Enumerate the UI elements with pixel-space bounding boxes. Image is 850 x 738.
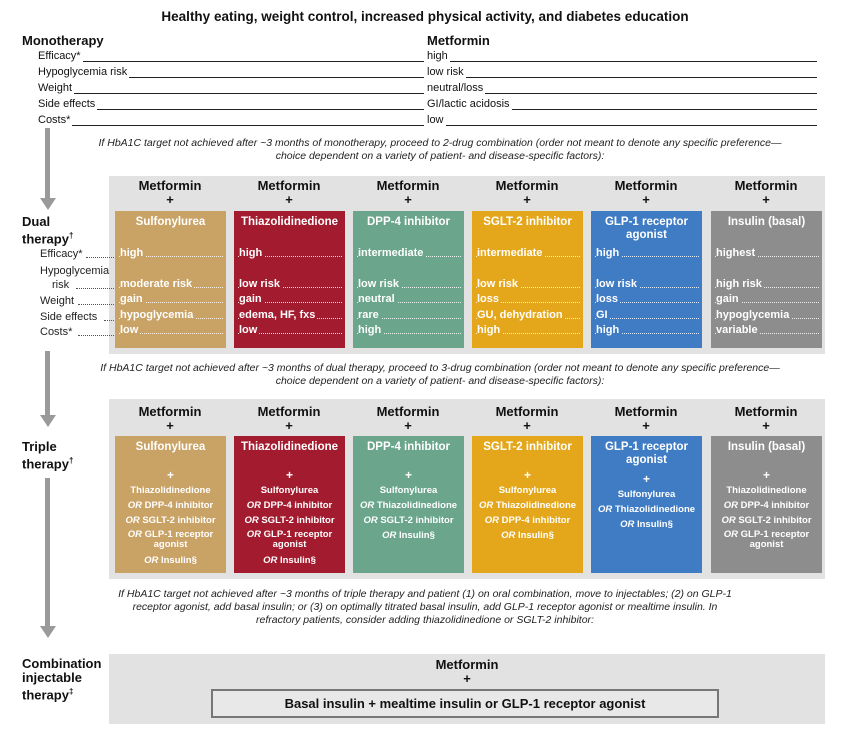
drug-name: Insulin (basal)	[727, 216, 806, 228]
dual-metformin-plus	[707, 179, 825, 207]
triple-therapy-label: Triple therapy†	[22, 439, 74, 472]
drug-name: Thiazolidinedione	[240, 216, 339, 228]
cell-value: high	[358, 324, 382, 336]
monotherapy-row-value: high	[427, 50, 448, 62]
plus-sign: +	[166, 418, 174, 433]
option-item: OR DPP-4 inhibitor	[127, 500, 214, 511]
flow-arrowhead-1	[40, 198, 56, 210]
option-item: OR Insulin§	[144, 555, 197, 566]
dual-cell-costs	[234, 324, 345, 338]
metformin-label: Metformin	[495, 178, 559, 193]
metformin-label: Metformin	[495, 404, 559, 419]
dual-parameter-label: Efficacy*	[40, 248, 83, 260]
monotherapy-row	[38, 50, 818, 65]
dual-drug-dpp4	[353, 211, 464, 348]
drug-name: Insulin (basal)	[727, 441, 806, 453]
leader-line	[427, 77, 817, 78]
cell-value: moderate risk	[120, 278, 193, 290]
dual-cell-efficacy	[353, 247, 464, 261]
drug-name: GLP-1 receptor agonist	[604, 441, 689, 466]
dual-cell-costs	[353, 324, 464, 338]
cell-value: loss	[596, 293, 619, 305]
monotherapy-row	[38, 114, 818, 129]
cell-value: GU, dehydration	[477, 309, 563, 321]
dual-drug-sglt2	[472, 211, 583, 348]
dotted-leader	[86, 257, 114, 258]
drug-name: SGLT-2 inhibitor	[483, 216, 572, 228]
triple-options	[353, 468, 464, 543]
cell-value: low risk	[596, 278, 637, 290]
dual-cell-efficacy	[472, 247, 583, 261]
dual-cell-hypo	[115, 278, 226, 292]
monotherapy-row	[38, 66, 818, 81]
cell-value: high	[477, 324, 501, 336]
dual-cell-hypo	[591, 278, 702, 292]
metformin-label: Metformin	[734, 178, 798, 193]
dual-drug-insulin	[711, 211, 822, 348]
leader-line	[427, 93, 817, 94]
plus-sign: +	[166, 192, 174, 207]
dual-cell-weight	[711, 293, 822, 307]
plus-sign: +	[285, 418, 293, 433]
leader-line	[427, 125, 817, 126]
monotherapy-row-label: Weight	[38, 82, 73, 94]
metformin-label: Metformin	[376, 178, 440, 193]
dual-cell-costs	[591, 324, 702, 338]
cell-value: variable	[716, 324, 758, 336]
plus-sign: +	[523, 468, 531, 482]
monotherapy-row-value: low risk	[427, 66, 464, 78]
dual-parameter-label: Hypoglycemia	[40, 265, 110, 277]
cell-value: gain	[120, 293, 143, 305]
monotherapy-row-value: GI/lactic acidosis	[427, 98, 510, 110]
dual-parameter-label: Side effects	[40, 311, 98, 323]
triple-drug-insulin	[711, 436, 822, 573]
option-item: OR SGLT-2 inhibitor	[244, 515, 335, 526]
dual-cell-weight	[591, 293, 702, 307]
dual-metformin-plus	[468, 179, 586, 207]
triple-options	[591, 472, 702, 532]
flow-arrow-3	[45, 478, 50, 628]
option-item: OR Insulin§	[620, 519, 673, 530]
dual-cell-side	[472, 309, 583, 323]
flow-arrow-2	[45, 351, 50, 417]
monotherapy-row-value: low	[427, 114, 444, 126]
note-after-triple-therapy: If HbA1C target not achieved after ~3 months of triple therapy and patient (1) on oral combination, move to injectables; (2) on GLP-1 receptor agonist, add basal insulin; or (3) on optimally titrated basal insulin, add GLP-1 receptor agonist or mealtime insulin. In refractory patients, consider adding thiazolidinedione or SGLT-2 inhibitor:	[118, 588, 732, 626]
dual-cell-side	[234, 309, 345, 323]
combination-therapy-label: Combination injectable therapy‡	[22, 656, 102, 703]
drug-name: DPP-4 inhibitor	[366, 216, 451, 228]
dotted-leader	[595, 318, 699, 319]
dotted-leader	[78, 335, 114, 336]
dotted-leader	[76, 288, 114, 289]
plus-sign: +	[404, 468, 412, 482]
drug-name: DPP-4 inhibitor	[366, 441, 451, 453]
dual-cell-efficacy	[115, 247, 226, 261]
cell-value: low risk	[477, 278, 518, 290]
option-item: OR Insulin§	[501, 530, 554, 541]
dual-cell-weight	[353, 293, 464, 307]
option-item: OR SGLT-2 inhibitor	[721, 515, 812, 526]
plus-sign: +	[762, 192, 770, 207]
combination-regimen-box: Basal insulin + mealtime insulin or GLP-1 receptor agonist	[211, 689, 719, 718]
plus-sign: +	[285, 468, 293, 482]
plus-sign: +	[642, 418, 650, 433]
dual-cell-costs	[472, 324, 583, 338]
option-item: OR GLP-1 receptor agonist	[127, 529, 214, 550]
option-item: OR DPP-4 inhibitor	[246, 500, 333, 511]
dual-cell-hypo	[472, 278, 583, 292]
cell-value: high risk	[716, 278, 762, 290]
metformin-label: Metformin	[614, 178, 678, 193]
option-item: Sulfonylurea	[260, 485, 319, 496]
option-item: Sulfonylurea	[617, 489, 676, 500]
triple-metformin-plus	[468, 405, 586, 433]
cell-value: rare	[358, 309, 379, 321]
combination-metformin: Metformin +	[435, 657, 499, 686]
monotherapy-row-label: Side effects	[38, 98, 96, 110]
leader-line	[38, 125, 424, 126]
cell-value: edema, HF, fxs	[239, 309, 316, 321]
cell-value: low	[120, 324, 139, 336]
monotherapy-heading: Monotherapy	[22, 33, 104, 48]
plus-sign: +	[762, 418, 770, 433]
triple-options	[472, 468, 583, 543]
monotherapy-row-label: Efficacy*	[38, 50, 81, 62]
plus-sign: +	[642, 472, 650, 486]
option-item: Thiazolidinedione	[726, 485, 807, 496]
dual-cell-side	[353, 309, 464, 323]
cell-value: highest	[716, 247, 756, 259]
triple-metformin-plus	[707, 405, 825, 433]
drug-name: Sulfonylurea	[135, 441, 206, 453]
cell-value: loss	[477, 293, 500, 305]
metformin-label: Metformin	[138, 404, 202, 419]
plus-sign: +	[285, 192, 293, 207]
triple-options	[711, 468, 822, 553]
metformin-label: Metformin	[138, 178, 202, 193]
plus-sign: +	[642, 192, 650, 207]
dual-cell-weight	[115, 293, 226, 307]
dual-cell-costs	[711, 324, 822, 338]
cell-value: gain	[239, 293, 262, 305]
dual-cell-hypo	[711, 278, 822, 292]
option-item: OR Thiazolidinedione	[597, 504, 696, 515]
dual-metformin-plus	[111, 179, 229, 207]
leader-line	[38, 93, 424, 94]
option-item: OR Thiazolidinedione	[359, 500, 458, 511]
dual-therapy-label: Dual therapy†	[22, 214, 74, 247]
dual-cell-efficacy	[591, 247, 702, 261]
option-item: OR DPP-4 inhibitor	[723, 500, 810, 511]
plus-sign: +	[404, 192, 412, 207]
dotted-leader	[78, 304, 114, 305]
note-after-dual-therapy: If HbA1C target not achieved after ~3 months of dual therapy, proceed to 3-drug combination (order not meant to denote any specific preference—choice dependent on a variety of patient- and disease-specific factors):	[100, 362, 780, 387]
flow-arrowhead-2	[40, 415, 56, 427]
note-after-monotherapy: If HbA1C target not achieved after ~3 months of monotherapy, proceed to 2-drug combination (order not meant to denote any specific preference—choice dependent on a variety of patient- and disease-specific factors):	[98, 137, 782, 162]
metformin-label: Metformin	[376, 404, 440, 419]
dual-cell-weight	[234, 293, 345, 307]
flow-arrow-1	[45, 128, 50, 200]
dual-cell-side	[711, 309, 822, 323]
cell-value: high	[596, 247, 620, 259]
triple-metformin-plus	[349, 405, 467, 433]
triple-drug-glp1	[591, 436, 702, 573]
cell-value: low risk	[239, 278, 280, 290]
triple-drug-sulfonylurea	[115, 436, 226, 573]
monotherapy-drug: Metformin	[427, 33, 490, 48]
leader-line	[38, 61, 424, 62]
option-item: OR SGLT-2 inhibitor	[125, 515, 216, 526]
metformin-label: Metformin	[734, 404, 798, 419]
triple-metformin-plus	[111, 405, 229, 433]
dual-drug-sulfonylurea	[115, 211, 226, 348]
cell-value: neutral	[358, 293, 395, 305]
option-item: OR DPP-4 inhibitor	[484, 515, 571, 526]
cell-value: intermediate	[358, 247, 424, 259]
dual-drug-thiazolidinedione	[234, 211, 345, 348]
cell-value: low risk	[358, 278, 399, 290]
drug-name: SGLT-2 inhibitor	[483, 441, 572, 453]
triple-options	[115, 468, 226, 568]
option-item: Sulfonylurea	[379, 485, 438, 496]
dual-cell-efficacy	[234, 247, 345, 261]
cell-value: intermediate	[477, 247, 543, 259]
monotherapy-row	[38, 82, 818, 97]
monotherapy-row-label: Hypoglycemia risk	[38, 66, 128, 78]
triple-metformin-plus	[230, 405, 348, 433]
dotted-leader	[104, 320, 114, 321]
dual-metformin-plus	[230, 179, 348, 207]
option-item: OR Insulin§	[263, 555, 316, 566]
cell-value: GI	[596, 309, 608, 321]
monotherapy-row-label: Costs*	[38, 114, 71, 126]
option-item: Thiazolidinedione	[130, 485, 211, 496]
dual-cell-hypo	[353, 278, 464, 292]
drug-name: Thiazolidinedione	[240, 441, 339, 453]
plus-sign: +	[404, 418, 412, 433]
dual-metformin-plus	[349, 179, 467, 207]
cell-value: hypoglycemia	[716, 309, 790, 321]
option-item: OR Thiazolidinedione	[478, 500, 577, 511]
triple-drug-dpp4	[353, 436, 464, 573]
flow-arrowhead-3	[40, 626, 56, 638]
option-item: OR GLP-1 receptor agonist	[246, 529, 333, 550]
cell-value: hypoglycemia	[120, 309, 194, 321]
plus-sign: +	[762, 468, 770, 482]
monotherapy-row	[38, 98, 818, 113]
dual-cell-side	[591, 309, 702, 323]
dual-parameter-label: risk	[52, 279, 70, 291]
dual-parameter-label: Weight	[40, 295, 75, 307]
dual-cell-efficacy	[711, 247, 822, 261]
drug-name: GLP-1 receptor agonist	[604, 216, 689, 241]
option-item: Sulfonylurea	[498, 485, 557, 496]
dual-cell-hypo	[234, 278, 345, 292]
page-title: Healthy eating, weight control, increased physical activity, and diabetes education	[161, 9, 689, 24]
triple-drug-sglt2	[472, 436, 583, 573]
metformin-label: Metformin	[257, 178, 321, 193]
dual-cell-costs	[115, 324, 226, 338]
plus-sign: +	[166, 468, 174, 482]
option-item: OR SGLT-2 inhibitor	[363, 515, 454, 526]
dual-parameter-label: Costs*	[40, 326, 73, 338]
option-item: OR GLP-1 receptor agonist	[723, 529, 810, 550]
plus-sign: +	[523, 418, 531, 433]
dual-cell-side	[115, 309, 226, 323]
cell-value: high	[239, 247, 263, 259]
metformin-label: Metformin	[614, 404, 678, 419]
cell-value: high	[596, 324, 620, 336]
dual-drug-glp1	[591, 211, 702, 348]
cell-value: high	[120, 247, 144, 259]
dual-cell-weight	[472, 293, 583, 307]
leader-line	[427, 61, 817, 62]
metformin-label: Metformin	[257, 404, 321, 419]
drug-name: Sulfonylurea	[135, 216, 206, 228]
option-item: OR Insulin§	[382, 530, 435, 541]
cell-value: low	[239, 324, 258, 336]
triple-options	[234, 468, 345, 568]
triple-metformin-plus	[587, 405, 705, 433]
monotherapy-row-value: neutral/loss	[427, 82, 484, 94]
triple-drug-thiazolidinedione	[234, 436, 345, 573]
plus-sign: +	[523, 192, 531, 207]
cell-value: gain	[716, 293, 739, 305]
dual-metformin-plus	[587, 179, 705, 207]
